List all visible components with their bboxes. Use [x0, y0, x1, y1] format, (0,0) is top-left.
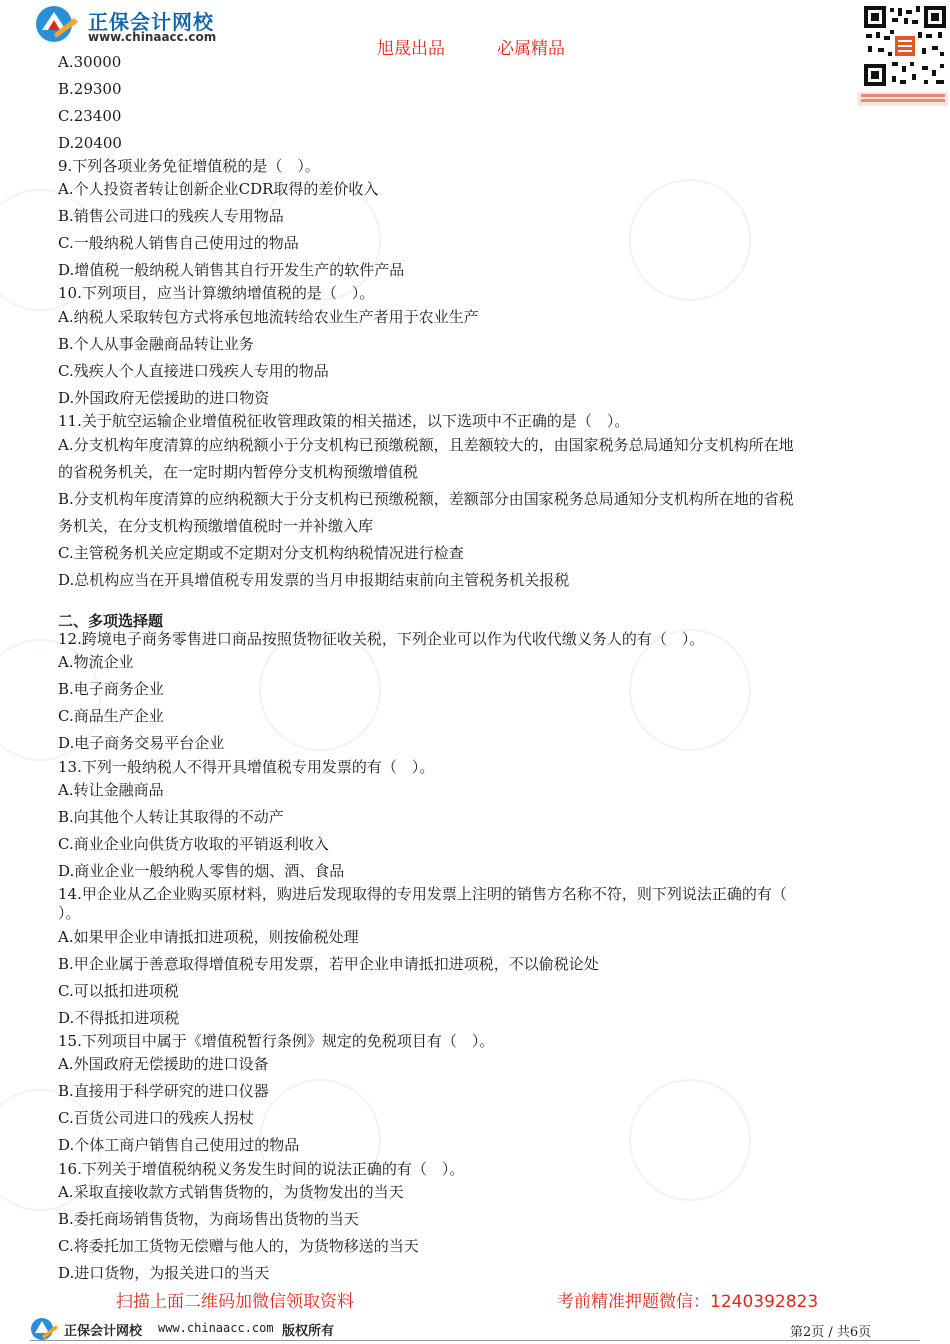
- question-line: ）。: [58, 904, 81, 922]
- question-line: 10.下列项目，应当计算缴纳增值税的是（ ）。: [58, 284, 375, 302]
- question-line: 12.跨境电子商务零售进口商品按照货物征收关税，下列企业可以作为代收代缴义务人的有（ ）。: [58, 630, 705, 648]
- question-line: 务机关，在分支机构预缴增值税时一并补缴入库: [58, 517, 374, 535]
- question-line: A.个人投资者转让创新企业CDR取得的差价收入: [58, 180, 379, 198]
- slogan-left: 旭晟出品: [377, 39, 445, 59]
- question-line: B.直接用于科学研究的进口仪器: [58, 1082, 269, 1100]
- question-line: B.委托商场销售货物，为商场售出货物的当天: [58, 1210, 359, 1228]
- footer-logo-icon: [30, 1316, 58, 1342]
- footer-brand: 正保会计网校: [64, 1324, 143, 1339]
- question-line: A.30000: [58, 53, 122, 71]
- question-line: D.电子商务交易平台企业: [58, 734, 225, 752]
- question-line: D.商业企业一般纳税人零售的烟、酒、食品: [58, 862, 345, 880]
- slogan-right: 必属精品: [497, 39, 565, 59]
- question-line: 16.下列关于增值税纳税义务发生时间的说法正确的有（ ）。: [58, 1160, 465, 1178]
- question-line: C.将委托加工货物无偿赠与他人的，为货物移送的当天: [58, 1237, 419, 1255]
- question-line: 15.下列项目中属于《增值税暂行条例》规定的免税项目有（ ）。: [58, 1032, 495, 1050]
- question-line: B.分支机构年度清算的应纳税额大于分支机构已预缴税额，差额部分由国家税务总局通知分支机构所在地的省税: [58, 490, 794, 508]
- question-line: A.纳税人采取转包方式将承包地流转给农业生产者用于农业生产: [58, 308, 479, 326]
- question-line: A.转让金融商品: [58, 781, 164, 799]
- question-line: C.商品生产企业: [58, 707, 164, 725]
- question-line: 13.下列一般纳税人不得开具增值税专用发票的有（ ）。: [58, 758, 435, 776]
- qr-caption: [858, 92, 948, 106]
- question-line: A.分支机构年度清算的应纳税额小于分支机构已预缴税额，且差额较大的，由国家税务总局通知分支机构所在地: [58, 436, 794, 454]
- question-line: B.销售公司进口的残疾人专用物品: [58, 207, 284, 225]
- question-line: C.主管税务机关应定期或不定期对分支机构纳税情况进行检查: [58, 544, 464, 562]
- question-line: D.不得抵扣进项税: [58, 1009, 180, 1027]
- question-line: B.甲企业属于善意取得增值税专用发票，若甲企业申请抵扣进项税，不以偷税论处: [58, 955, 599, 973]
- question-line: A.采取直接收款方式销售货物的，为货物发出的当天: [58, 1183, 404, 1201]
- question-line: 14.甲企业从乙企业购买原材料，购进后发现取得的专用发票上注明的销售方名称不符，则下列说法正确的有（: [58, 885, 787, 903]
- question-line: C.残疾人个人直接进口残疾人专用的物品: [58, 362, 329, 380]
- footer-url[interactable]: www.chinaacc.com: [158, 1321, 274, 1335]
- footer-promo-wechat: 考前精准押题微信：1240392823: [557, 1292, 819, 1312]
- footer-rights: 版权所有: [282, 1324, 335, 1339]
- section-title: 二、多项选择题: [58, 612, 164, 630]
- question-line: 的省税务机关，在一定时期内暂停分支机构预缴增值税: [58, 463, 419, 481]
- question-line: C.23400: [58, 107, 122, 125]
- logo-mark-icon: [34, 4, 82, 44]
- question-line: C.商业企业向供货方收取的平销返利收入: [58, 835, 329, 853]
- question-line: 11.关于航空运输企业增值税征收管理政策的相关描述，以下选项中不正确的是（ ）。: [58, 412, 630, 430]
- question-line: D.进口货物，为报关进口的当天: [58, 1264, 270, 1282]
- question-line: C.可以抵扣进项税: [58, 982, 179, 1000]
- footer-promo-qr: 扫描上面二维码加微信领取资料: [116, 1292, 354, 1312]
- footer-divider: [30, 1340, 920, 1341]
- question-line: A.外国政府无偿援助的进口设备: [58, 1055, 269, 1073]
- question-line: A.物流企业: [58, 653, 134, 671]
- qr-code-icon: [862, 4, 948, 88]
- question-line: A.如果甲企业申请抵扣进项税，则按偷税处理: [58, 928, 359, 946]
- question-line: B.电子商务企业: [58, 680, 164, 698]
- site-logo: [34, 4, 254, 44]
- question-line: B.个人从事金融商品转让业务: [58, 335, 254, 353]
- question-line: B.29300: [58, 80, 122, 98]
- question-line: D.总机构应当在开具增值税专用发票的当月申报期结束前向主管税务机关报税: [58, 571, 570, 589]
- question-line: B.向其他个人转让其取得的不动产: [58, 808, 284, 826]
- page-number: 第2页 / 共6页: [790, 1325, 872, 1340]
- brand-url: www.chinaacc.com: [88, 30, 217, 44]
- question-line: 9.下列各项业务免征增值税的是（ ）。: [58, 157, 320, 175]
- question-line: D.增值税一般纳税人销售其自行开发生产的软件产品: [58, 261, 405, 279]
- question-line: C.百货公司进口的残疾人拐杖: [58, 1109, 254, 1127]
- question-line: D.20400: [58, 134, 122, 152]
- question-line: D.个体工商户销售自己使用过的物品: [58, 1136, 300, 1154]
- question-line: D.外国政府无偿援助的进口物资: [58, 389, 270, 407]
- brand-name: 正保会计网校: [88, 10, 214, 34]
- question-line: C.一般纳税人销售自己使用过的物品: [58, 234, 299, 252]
